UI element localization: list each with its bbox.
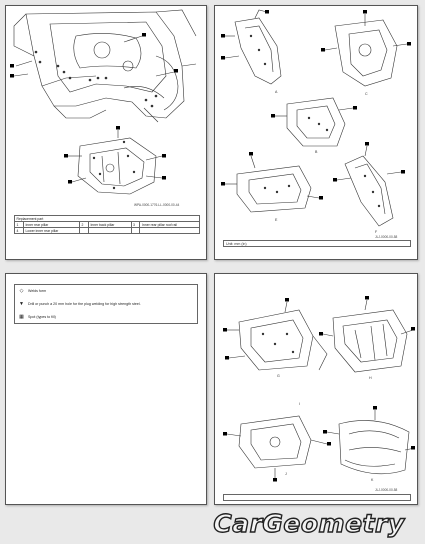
view-label-a: A <box>275 90 278 94</box>
legend-item: ◇ Welds form <box>19 288 47 294</box>
table-row: 4 Lower inner rear pillar <box>15 228 200 234</box>
figure-reference: WPA-0000-1776-LL-0000-00-44 <box>134 203 180 207</box>
page-3 <box>5 273 207 505</box>
view-label-j: J <box>285 472 287 476</box>
symbol-legend <box>14 284 198 324</box>
legend-item: ▦ Spot (types to fill) <box>19 314 56 320</box>
page-1 <box>5 5 207 260</box>
unit-text: Unit: mm (in) <box>226 242 247 246</box>
view-label-e: E <box>275 218 278 222</box>
view-label-g: G <box>277 374 280 378</box>
view-label-h: H <box>369 376 372 380</box>
figure-reference: JLJ-0000-00-58 <box>375 235 398 239</box>
table-header: Replacement part <box>15 216 200 222</box>
detail-views-diagram <box>215 274 419 506</box>
page-4 <box>214 273 418 505</box>
figure-reference: JLJ-0000-00-58 <box>375 488 398 492</box>
table-row: 1 Inner rear pillar 2 Inner back pillar 3 Inner rear pillar roof rail <box>15 222 200 228</box>
view-label-b: B <box>315 150 318 154</box>
spot-symbol-icon: ▦ <box>19 314 24 320</box>
cargeometry-logo: CarGeometry <box>213 509 405 538</box>
legend-item: ▼ Drill or punch a 20 mm hole for the plug welding for high strength steel. <box>19 301 141 307</box>
plug-weld-symbol-icon: ▼ <box>19 301 24 307</box>
unit-row <box>223 240 411 247</box>
view-label-k: K <box>371 478 374 482</box>
replacement-parts-table <box>14 215 200 234</box>
view-label-f: F <box>375 230 378 234</box>
view-label-c: C <box>365 92 368 96</box>
view-label-i: I <box>299 402 300 406</box>
unit-row <box>223 494 411 501</box>
detail-views-diagram <box>215 6 419 261</box>
weld-symbol-icon: ◇ <box>19 288 24 294</box>
page-2 <box>214 5 418 260</box>
